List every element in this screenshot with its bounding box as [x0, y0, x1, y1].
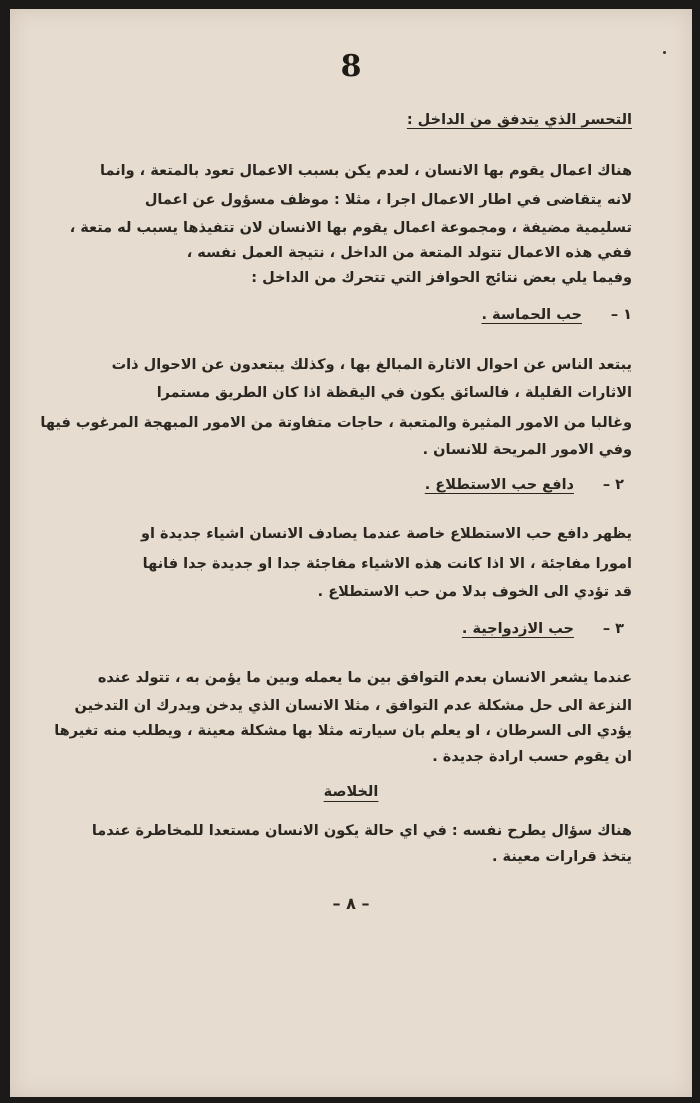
intro-line: ففي هذه الاعمال تتولد المتعة من الداخل ، نتيجة العمل نفسه ، [186, 245, 632, 261]
section-line: يؤدي الى السرطان ، او يعلم بان سيارته مثلا بها مشكلة معينة ، ويطلب منه تغيرها [54, 723, 632, 739]
section-line: امورا مفاجئة ، الا اذا كانت هذه الاشياء مفاجئة جدا او جديدة جدا فانها [142, 556, 632, 572]
section-line: قد تؤدي الى الخوف بدلا من حب الاستطلاع . [317, 584, 632, 600]
section-line: ان يقوم حسب ارادة جديدة . [432, 749, 632, 765]
summary-title: الخلاصة [323, 784, 379, 800]
page-footer-number: – ٨ – [332, 894, 370, 913]
section-heading: حب الازدواجية . [461, 621, 574, 637]
section-line: يظهر دافع حب الاستطلاع خاصة عندما يصادف الانسان اشياء جديدة او [140, 526, 632, 542]
section-line: النزعة الى حل مشكلة عدم التوافق ، مثلا الانسان الذي يدخن ويدرك ان التدخين [74, 698, 632, 714]
section-line: وغالبا من الامور المثيرة والمتعبة ، حاجات متفاوتة من الامور المبهجة المرغوب فيها [40, 415, 632, 431]
section-line: وفي الامور المريحة للانسان . [422, 442, 632, 458]
intro-line: تسليمية مضيفة ، ومجموعة اعمال يقوم بها الانسان لان تتفيذها يسبب له متعة ، [69, 220, 632, 236]
section-line: يبتعد الناس عن احوال الاثارة المبالغ بها ، وكذلك يبتعدون عن الاحوال ذات [111, 357, 632, 373]
intro-line: وفيما يلي بعض نتائج الحوافز التي تتحرك من الداخل : [251, 270, 632, 286]
section-number: ٢ – [602, 477, 624, 493]
intro-line: هناك اعمال يقوم بها الانسان ، لعدم يكن بسبب الاعمال تعود بالمتعة ، وانما [100, 163, 632, 179]
intro-heading: التحسر الذي يتدفق من الداخل : [406, 112, 632, 128]
document-page [10, 9, 692, 1097]
intro-line: لانه يتقاضى في اطار الاعمال اجرا ، مثلا : موظف مسؤول عن اعمال [144, 192, 632, 208]
summary-line: هناك سؤال يطرح نفسه : في اي حالة يكون الانسان مستعدا للمخاطرة عندما [91, 823, 632, 839]
section-line: عندما يشعر الانسان بعدم التوافق بين ما يعمله وبين ما يؤمن به ، تتولد عنده [97, 670, 632, 686]
section-heading: دافع حب الاستطلاع . [424, 477, 574, 493]
section-line: الاثارات القليلة ، فالسائق يكون في اليقظة اذا كان الطريق مستمرا [156, 385, 632, 401]
section-number: ٣ – [602, 621, 624, 637]
section-heading: حب الحماسة . [481, 307, 582, 323]
summary-line: يتخذ قرارات معينة . [491, 849, 632, 865]
page-number: 8 [340, 49, 362, 84]
section-number: ١ – [610, 307, 632, 323]
